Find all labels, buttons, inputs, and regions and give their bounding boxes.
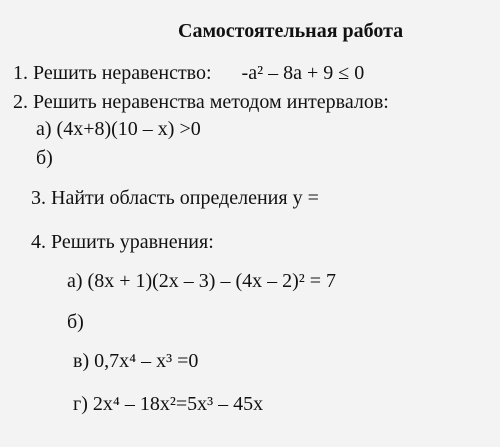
task-4-label: 4. Решить уравнения:: [31, 231, 214, 253]
task-2a: а) (4x+8)(10 – x) >0: [36, 118, 201, 140]
task-1-label: 1. Решить неравенство:: [13, 62, 212, 84]
task-4a: а) (8x + 1)(2x – 3) – (4x – 2)² = 7: [67, 270, 337, 292]
task-3-label: 3. Найти область определения y =: [31, 187, 319, 209]
task-4b: б): [67, 311, 84, 333]
task-4c: в) 0,7x⁴ – x³ =0: [73, 350, 199, 372]
task-4d: г) 2x⁴ – 18x²=5x³ – 45x: [73, 393, 264, 415]
task-2-label: 2. Решить неравенства методом интервалов:: [13, 91, 389, 113]
task-1: [13, 61, 364, 85]
task-1-expression: -a² – 8a + 9 ≤ 0: [241, 62, 365, 84]
worksheet-title: Самостоятельная работа: [178, 20, 404, 42]
task-2b: б): [36, 147, 53, 169]
